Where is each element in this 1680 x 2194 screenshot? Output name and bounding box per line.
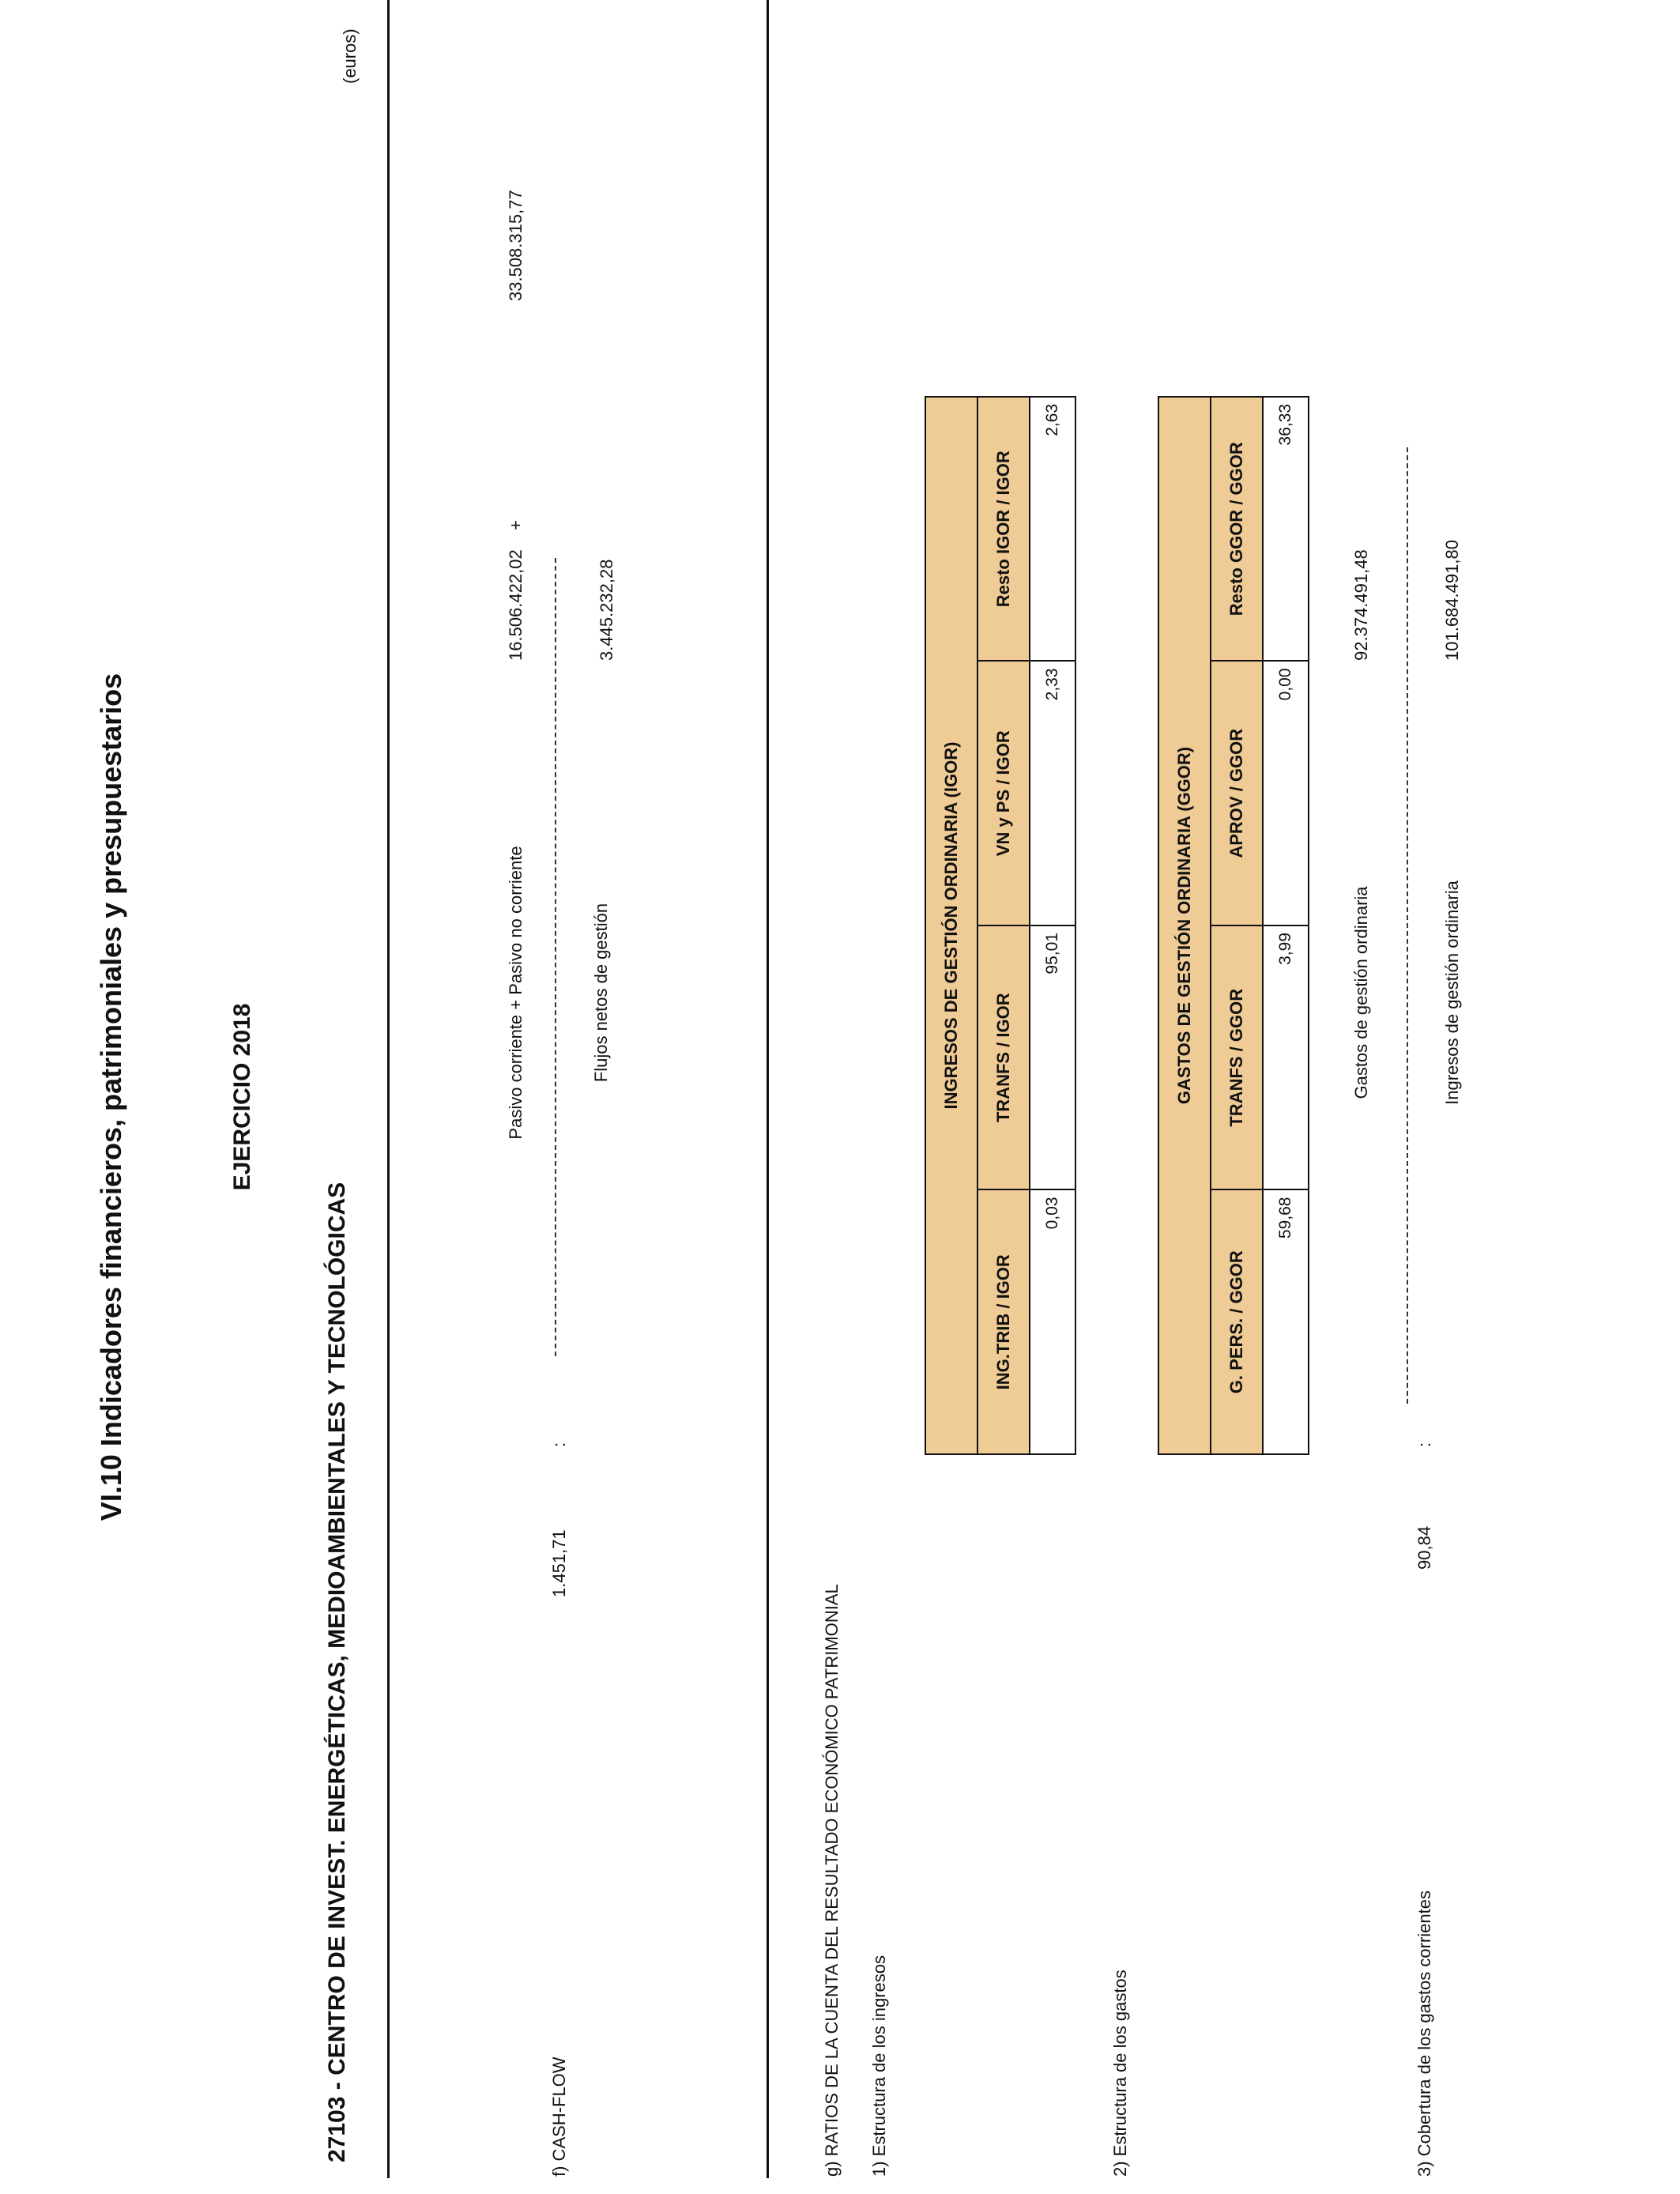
income-col-tranfs: TRANFS / IGOR: [977, 925, 1030, 1190]
cash-flow-colon: :: [549, 1442, 569, 1447]
coverage-denominator-label: Ingresos de gestión ordinaria: [1442, 880, 1462, 1105]
section-g-title: g) RATIOS DE LA CUENTA DEL RESULTADO ECONÓMICO PATRIMONIAL: [822, 1584, 842, 2177]
cash-flow-plus-sign: +: [506, 520, 525, 530]
exercise-title: EJERCICIO 2018: [229, 1003, 255, 1191]
income-col-ing-trib: ING.TRIB / IGOR: [977, 1190, 1030, 1455]
coverage-value: 90,84: [1414, 1525, 1434, 1570]
currency-note: (euros): [340, 28, 360, 84]
coverage-fraction-line: [1407, 447, 1408, 1404]
coverage-denominator-value: 101.684.491,80: [1442, 540, 1462, 661]
entity-title: 27103 - CENTRO DE INVEST. ENERGÉTICAS, MEDIOAMBIENTALES Y TECNOLÓGICAS: [324, 1182, 350, 2162]
coverage-title: 3) Cobertura de los gastos corrientes: [1414, 1891, 1434, 2177]
expense-col-resto: Resto GGOR / GGOR: [1211, 397, 1263, 662]
income-group-header: INGRESOS DE GESTIÓN ORDINARIA (IGOR): [925, 397, 977, 1454]
expense-col-g-pers: G. PERS. / GGOR: [1211, 1190, 1263, 1455]
cash-flow-value: 1.451,71: [549, 1529, 569, 1597]
expense-value-tranfs: 3,99: [1263, 925, 1309, 1190]
cash-flow-numerator-label: Pasivo corriente + Pasivo no corriente: [506, 846, 525, 1140]
top-divider: [387, 0, 390, 2178]
expense-value-aprov: 0,00: [1263, 662, 1309, 926]
income-col-resto: Resto IGOR / IGOR: [977, 397, 1030, 662]
cash-flow-numerator-value-b: 33.508.315,77: [506, 190, 525, 301]
income-structure-title: 1) Estructura de los ingresos: [869, 1955, 889, 2177]
page-title: VI.10 Indicadores financieros, patrimoniales y presupuestarios: [95, 673, 127, 1521]
expense-value-resto: 36,33: [1263, 397, 1309, 662]
income-col-vn-ps: VN y PS / IGOR: [977, 662, 1030, 926]
coverage-numerator-label: Gastos de gestión ordinaria: [1351, 886, 1371, 1099]
expense-col-aprov: APROV / GGOR: [1211, 662, 1263, 926]
coverage-numerator-value: 92.374.491,48: [1351, 549, 1371, 661]
income-value-resto: 2,63: [1030, 397, 1075, 662]
coverage-colon: :: [1414, 1442, 1434, 1447]
income-structure-table: [925, 396, 1076, 1455]
cash-flow-denominator-label: Flujos netos de gestión: [591, 903, 611, 1083]
income-value-tranfs: 95,01: [1030, 925, 1075, 1190]
expense-value-g-pers: 59,68: [1263, 1190, 1309, 1455]
expense-structure-table: [1158, 396, 1309, 1455]
cash-flow-denominator-value: 3.445.232,28: [597, 559, 616, 661]
expense-col-tranfs: TRANFS / GGOR: [1211, 925, 1263, 1190]
cash-flow-numerator-value-a: 16.506.422,02: [506, 549, 525, 661]
expense-structure-title: 2) Estructura de los gastos: [1110, 1970, 1130, 2177]
cash-flow-fraction-line: [555, 558, 556, 1356]
income-value-ing-trib: 0,03: [1030, 1190, 1075, 1455]
income-value-vn-ps: 2,33: [1030, 662, 1075, 926]
cash-flow-label: f) CASH-FLOW: [549, 2056, 569, 2177]
middle-divider: [767, 0, 769, 2178]
expense-group-header: GASTOS DE GESTIÓN ORDINARIA (GGOR): [1158, 397, 1211, 1454]
